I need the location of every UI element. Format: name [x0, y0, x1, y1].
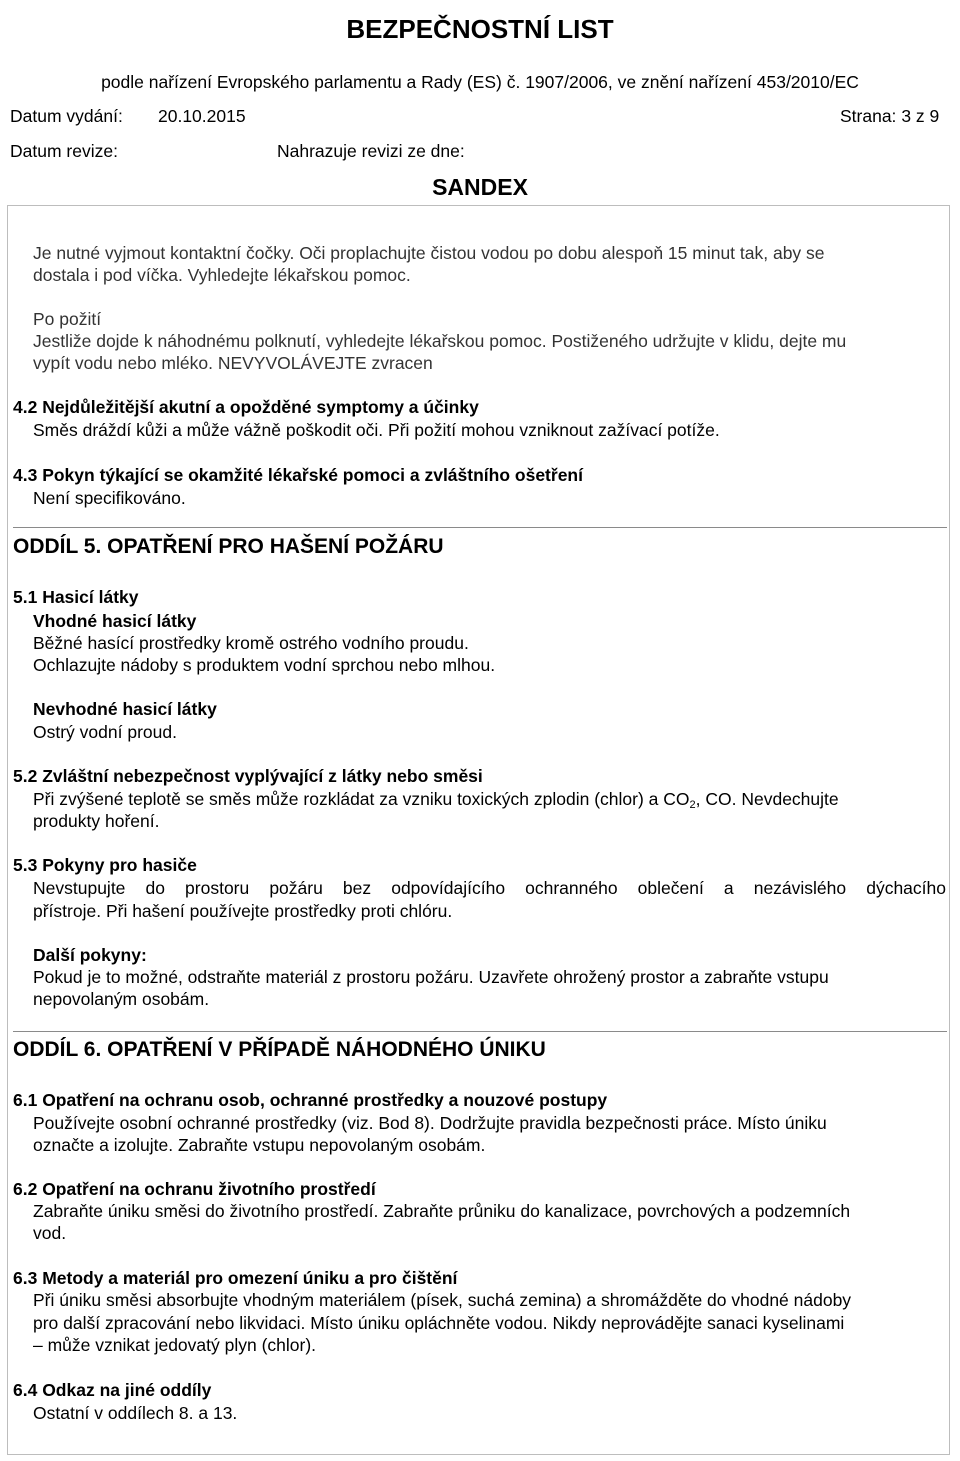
subsection-5-2-title: 5.2 Zvláštní nebezpečnost vyplývající z látky nebo směsi: [13, 766, 483, 786]
document-title: BEZPEČNOSTNÍ LIST: [346, 14, 614, 44]
suitable-media-line2: Ochlazujte nádoby s produktem vodní sprchou nebo mlhou.: [33, 655, 496, 675]
subsection-6-2-title: 6.2 Opatření na ochranu životního prostředí: [13, 1179, 376, 1199]
subsection-5-3-title: 5.3 Pokyny pro hasiče: [13, 855, 197, 875]
subsection-6-3-line1: Při úniku směsi absorbujte vhodným materiálem (písek, suchá zemina) a shromážděte do vhodné nádoby: [33, 1290, 852, 1310]
further-instructions-line1: Pokud je to možné, odstraňte materiál z prostoru požáru. Uzavřete ohrožený prostor a zabraňte vstupu: [33, 967, 829, 987]
subsection-5-3-line2: přístroje. Při hašení používejte prostředky proti chlóru.: [33, 901, 453, 921]
subsection-6-3-line2: pro další zpracování nebo likvidaci. Místo úniku opláchněte vodou. Nikdy neprovádějte sanaci kyselinami: [33, 1313, 845, 1333]
section-6-heading: ODDÍL 6. OPATŘENÍ V PŘÍPADĚ NÁHODNÉHO ÚNIKU: [13, 1038, 546, 1061]
unsuitable-media-text: Ostrý vodní proud.: [33, 722, 177, 742]
subsection-5-2-line1: [33, 789, 839, 811]
further-instructions-title: Další pokyny:: [33, 945, 147, 965]
page-indicator: [840, 106, 939, 127]
further-instructions-line2: nepovolaným osobám.: [33, 989, 210, 1009]
subsection-5-1-title: 5.1 Hasicí látky: [13, 587, 139, 607]
subsection-6-2-line2: vod.: [33, 1223, 67, 1243]
subsection-6-3-line3: – může vznikat jedovatý plyn (chlor).: [33, 1335, 317, 1355]
page-separator: z: [915, 106, 925, 126]
suitable-media-line1: Běžné hasící prostředky kromě ostrého vodního proudu.: [33, 633, 469, 653]
subsection-5-3-line1: Nevstupujte do prostoru požáru bez odpovídajícího ochranného oblečení a nezávislého dýchacího: [33, 878, 946, 898]
subsection-6-1-line2: označte a izolujte. Zabraňte vstupu nepovolaným osobám.: [33, 1135, 486, 1155]
subsection-6-3-title: 6.3 Metody a materiál pro omezení úniku a pro čištění: [13, 1268, 458, 1288]
issue-date-label: Datum vydání:: [10, 106, 123, 126]
ingestion-text-line2: vypít vodu nebo mléko. NEVYVOLÁVEJTE zvracen: [33, 353, 433, 373]
s52-text-b: , CO. Nevdechujte: [695, 789, 839, 809]
subsection-4-3-title: 4.3 Pokyn týkající se okamžité lékařské pomoci a zvláštního ošetření: [13, 465, 583, 485]
subsection-4-2-text: Směs dráždí kůži a může vážně poškodit oči. Při požití mohou vzniknout zažívací potíže.: [33, 420, 720, 440]
subsection-4-3-text: Není specifikováno.: [33, 488, 186, 508]
section-5-heading: ODDÍL 5. OPATŘENÍ PRO HAŠENÍ POŽÁRU: [13, 535, 444, 558]
subsection-6-4-title: 6.4 Odkaz na jiné oddíly: [13, 1380, 212, 1400]
page-total: 9: [929, 106, 940, 126]
ingestion-text-line1: Jestliže dojde k náhodnému polknutí, vyhledejte lékařskou pomoc. Postiženého udržujte v klidu, dejte mu: [33, 331, 847, 351]
issue-date-value: 20.10.2015: [158, 106, 246, 126]
replaces-revision-label: Nahrazuje revizi ze dne:: [277, 141, 465, 161]
s52-subscript: 2: [689, 799, 696, 811]
suitable-media-title: Vhodné hasicí látky: [33, 611, 197, 631]
subsection-6-2-line1: Zabraňte úniku směsi do životního prostředí. Zabraňte průniku do kanalizace, povrchových a podzemních: [33, 1201, 851, 1221]
product-name: SANDEX: [432, 174, 528, 200]
regulation-line: podle nařízení Evropského parlamentu a Rady (ES) č. 1907/2006, ve znění nařízení 453/2010/EC: [101, 72, 859, 92]
subsection-4-2-title: 4.2 Nejdůležitější akutní a opožděné symptomy a účinky: [13, 397, 479, 417]
section-6-rule: [13, 1031, 947, 1032]
page-label: Strana:: [840, 106, 897, 126]
subsection-5-2-line2: produkty hoření.: [33, 811, 160, 831]
subsection-6-1-line1: Používejte osobní ochranné prostředky (viz. Bod 8). Dodržujte pravidla bezpečnosti práce. Místo úniku: [33, 1113, 827, 1133]
eye-text-line1: Je nutné vyjmout kontaktní čočky. Oči proplachujte čistou vodou po dobu alespoň 15 minut tak, aby se: [33, 243, 825, 263]
subsection-6-1-title: 6.1 Opatření na ochranu osob, ochranné prostředky a nouzové postupy: [13, 1090, 608, 1110]
ingestion-title: Po požití: [33, 309, 102, 329]
subsection-6-4-text: Ostatní v oddílech 8. a 13.: [33, 1403, 238, 1423]
unsuitable-media-title: Nevhodné hasicí látky: [33, 699, 217, 719]
revision-date-label: Datum revize:: [10, 141, 118, 161]
eye-text-line2: dostala i pod víčka. Vyhledejte lékařskou pomoc.: [33, 265, 411, 285]
section-5-rule: [13, 527, 947, 528]
s52-text-a: Při zvýšené teplotě se směs může rozkládat za vzniku toxických zplodin (chlor) a CO: [33, 789, 690, 809]
page-current: 3: [901, 106, 912, 126]
